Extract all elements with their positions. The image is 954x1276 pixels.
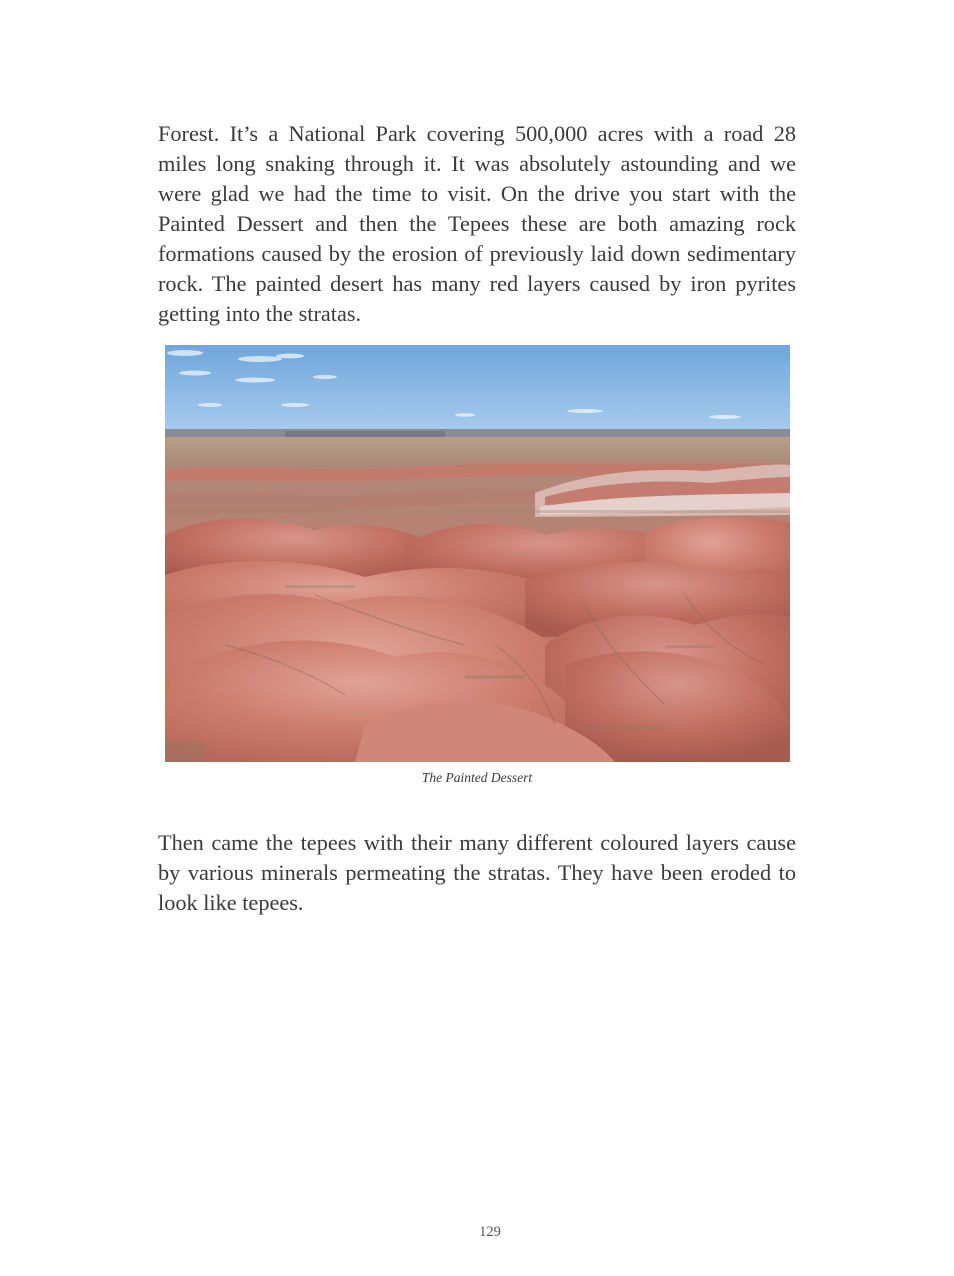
body-paragraph-1: Forest. It’s a National Park covering 500,000 acres with a road 28 miles long snaking through it. It was absolutely astounding and we were glad we had the time to visit. On the drive you start with the Painted Dessert and then the Tepees these are both amazing rock formations caused by the erosion of previously laid down sedimentary rock. The painted desert has many red layers caused by iron pyrites getting into the stratas. bbox=[158, 121, 796, 326]
painted-desert-photo bbox=[165, 345, 790, 762]
figure-caption: The Painted Dessert bbox=[421, 770, 533, 785]
body-paragraph-2: Then came the tepees with their many different coloured layers cause by various minerals permeating the stratas. They have been eroded to look like tepees. bbox=[158, 830, 796, 915]
page-number: 129 bbox=[479, 1224, 501, 1240]
